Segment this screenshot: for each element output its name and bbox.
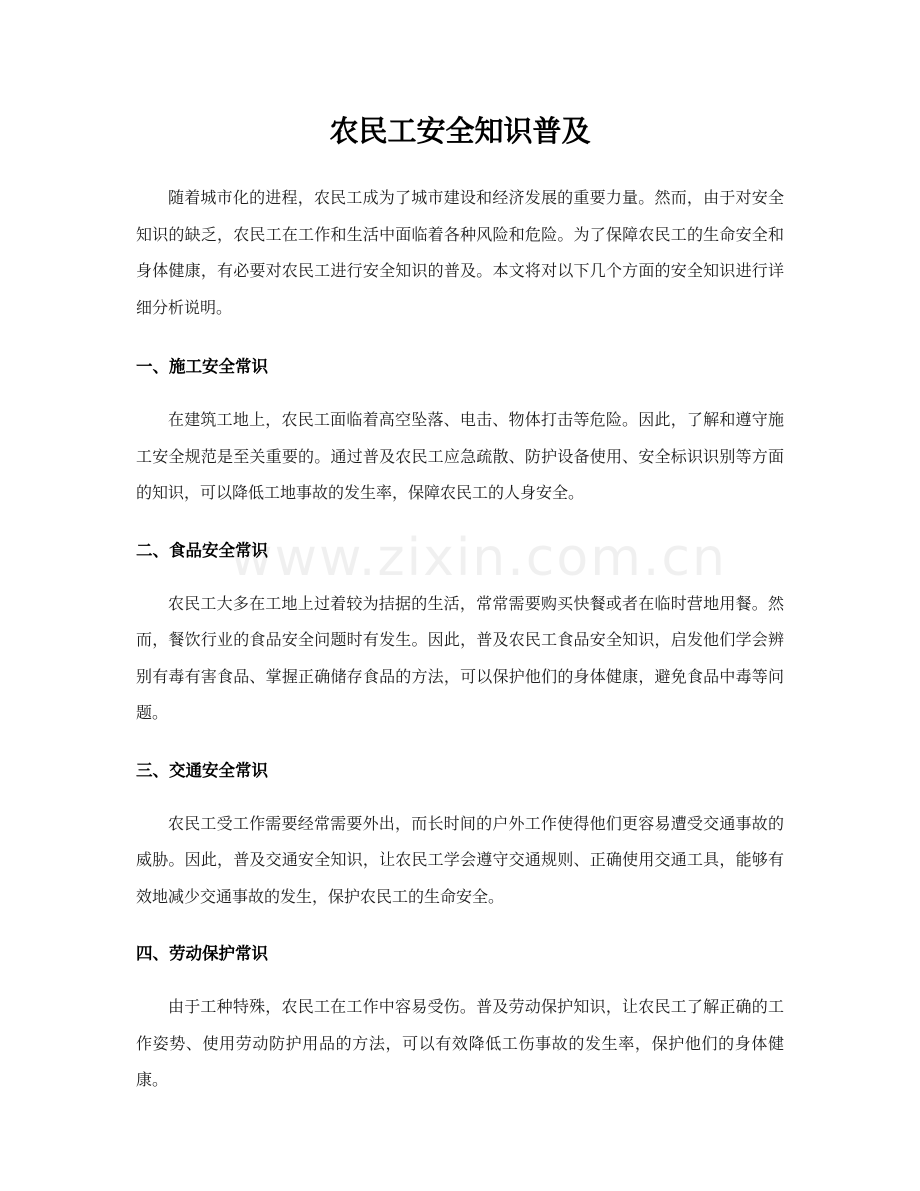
intro-paragraph: 随着城市化的进程，农民工成为了城市建设和经济发展的重要力量。然而，由于对安全知识的缺乏，农民工在工作和生活中面临着各种风险和危险。为了保障农民工的生命安全和身体健康，有必要对农民工进行安全知识的普及。本文将对以下几个方面的安全知识进行详细分析说明。 xyxy=(136,188,784,317)
section-heading-traffic-safety: 三、交通安全常识 xyxy=(136,760,268,780)
section-heading-food-safety: 二、食品安全常识 xyxy=(136,540,268,560)
document-title: 农民工安全知识普及 xyxy=(329,114,591,148)
section-body-food-safety: 农民工大多在工地上过着较为拮据的生活，常常需要购买快餐或者在临时营地用餐。然而，餐饮行业的食品安全问题时有发生。因此，普及农民工食品安全知识，启发他们学会辨别有毒有害食品、掌握正确储存食品的方法，可以保护他们的身体健康，避免食品中毒等问题。 xyxy=(136,593,784,722)
section-body-traffic-safety: 农民工受工作需要经常需要外出，而长时间的户外工作使得他们更容易遭受交通事故的威胁。因此，普及交通安全知识，让农民工学会遵守交通规则、正确使用交通工具，能够有效地减少交通事故的发生，保护农民工的生命安全。 xyxy=(136,813,784,906)
document-body xyxy=(136,180,784,1099)
section-heading-construction-safety: 一、施工安全常识 xyxy=(136,357,268,376)
section-body-construction-safety: 在建筑工地上，农民工面临着高空坠落、电击、物体打击等危险。因此，了解和遵守施工安全规范是至关重要的。通过普及农民工应急疏散、防护设备使用、安全标识识别等方面的知识，可以降低工地事故的发生率，保障农民工的人身安全。 xyxy=(136,410,784,502)
section-body-labor-protection: 由于工种特殊，农民工在工作中容易受伤。普及劳动保护知识，让农民工了解正确的工作姿势、使用劳动防护用品的方法，可以有效降低工伤事故的发生率，保护他们的身体健康。 xyxy=(136,997,784,1089)
section-heading-labor-protection: 四、劳动保护常识 xyxy=(136,944,268,963)
watermark: www.zixin.com.cn xyxy=(230,528,727,588)
